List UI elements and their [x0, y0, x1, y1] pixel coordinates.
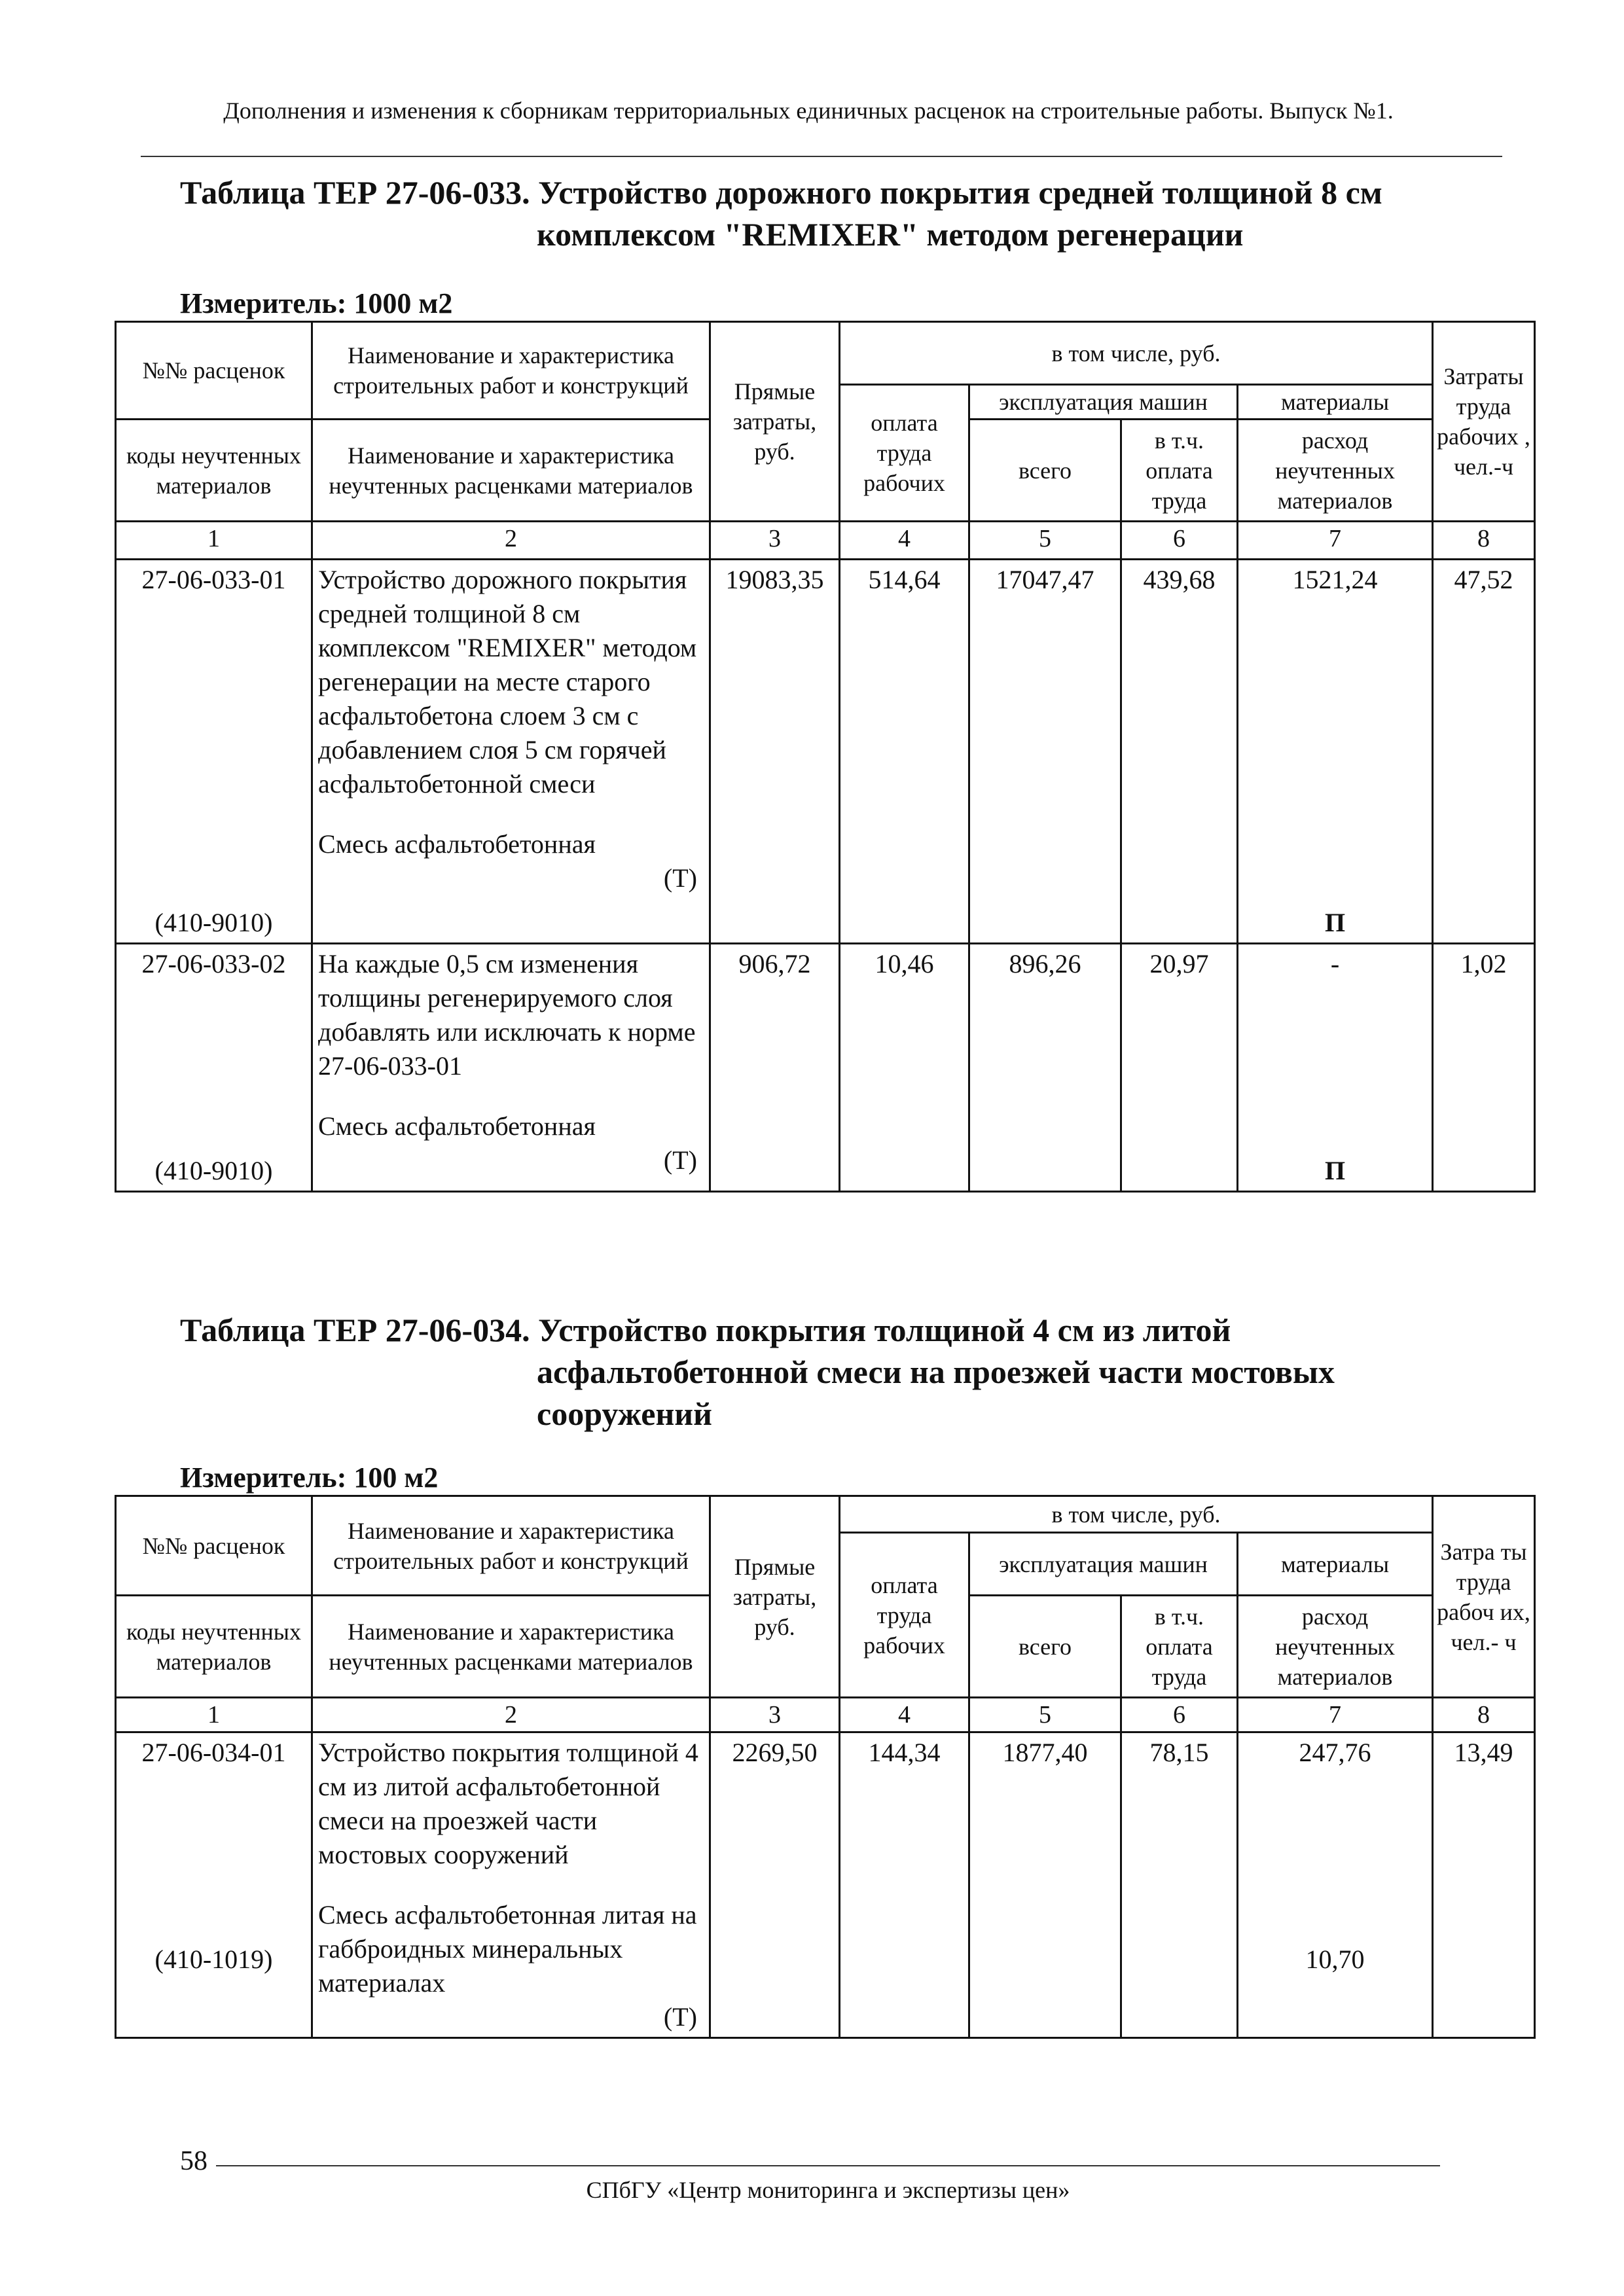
- rate-code: 27-06-034-01: [141, 1738, 286, 1767]
- machines-labor: 78,15: [1121, 1732, 1238, 2038]
- col-labor-pay: оплата труда рабочих: [840, 1533, 969, 1698]
- col-num-5: 5: [969, 1698, 1121, 1732]
- rate-code: 27-06-033-02: [141, 949, 286, 978]
- table1: [115, 321, 1536, 1193]
- work-name: Устройство дорожного покрытия средней толщиной 8 см комплексом "REMIXER" методом регенерации на месте старого асфальтобетона слоем 3 см с добавлением слоя 5 см горячей асфальтобетонной смеси: [318, 565, 697, 798]
- col-num-2: 2: [312, 522, 710, 560]
- col-incl-labor: в т.ч. оплата труда: [1121, 1596, 1238, 1698]
- table-row: [116, 1732, 1535, 2038]
- direct-costs: 2269,50: [710, 1732, 840, 2038]
- machines-labor: 20,97: [1121, 944, 1238, 1192]
- material-name: Смесь асфальтобетонная: [318, 1111, 596, 1141]
- work-name: На каждые 0,5 см изменения толщины регенерируемого слоя добавлять или исключать к норме 27-06-033-01: [318, 949, 696, 1081]
- table2: [115, 1495, 1536, 2039]
- material-unit: (Т): [663, 863, 697, 893]
- material-unit: (Т): [663, 1145, 697, 1175]
- material-code: (410-9010): [154, 908, 273, 937]
- col-num-2: 2: [312, 1698, 710, 1732]
- machines-total: 896,26: [969, 944, 1121, 1192]
- col-rate-no: №№ расценок: [116, 1496, 312, 1596]
- machines-total: 1877,40: [969, 1732, 1121, 2038]
- col-num-8: 8: [1433, 1698, 1535, 1732]
- labor-pay: 10,46: [840, 944, 969, 1192]
- col-num-6: 6: [1121, 1698, 1238, 1732]
- col-work-name: Наименование и характеристика строительных работ и конструкций: [312, 1496, 710, 1596]
- col-labor-costs: Затра ты труда рабоч их, чел.- ч: [1433, 1496, 1535, 1698]
- col-direct-costs: Прямые затраты, руб.: [710, 1496, 840, 1698]
- table2-title-line2: асфальтобетонной смеси на проезжей части мостовых: [537, 1354, 1335, 1390]
- table1-title-line1: Таблица ТЕР 27-06-033. Устройство дорожного покрытия средней толщиной 8 см: [180, 174, 1382, 211]
- rate-code: 27-06-033-01: [141, 565, 286, 594]
- col-total: всего: [969, 420, 1121, 522]
- col-codes-unaccounted: коды неучтенных материалов: [116, 420, 312, 522]
- col-mat-name: Наименование и характеристика неучтенных расценками материалов: [312, 1596, 710, 1698]
- material-unit: (Т): [663, 2002, 697, 2032]
- table-row: [116, 560, 1535, 944]
- col-incl-labor: в т.ч. оплата труда: [1121, 420, 1238, 522]
- col-mat-consumption: расход неучтенных материалов: [1238, 420, 1433, 522]
- table1-title-line2: комплексом "REMIXER" методом регенерации: [537, 216, 1244, 253]
- table2-unit: Измеритель: 100 м2: [180, 1462, 439, 1494]
- col-num-4: 4: [840, 522, 969, 560]
- col-total: всего: [969, 1596, 1121, 1698]
- material-name: Смесь асфальтобетонная литая на габброидных минеральных материалах: [318, 1900, 697, 1998]
- work-name: Устройство покрытия толщиной 4 см из литой асфальтобетонной смеси на проезжей части мостовых сооружений: [318, 1738, 698, 1869]
- col-num-7: 7: [1238, 522, 1433, 560]
- table1-title: [180, 171, 1502, 255]
- col-materials: материалы: [1238, 385, 1433, 420]
- materials-cost: -: [1330, 949, 1340, 978]
- col-direct-costs: Прямые затраты, руб.: [710, 322, 840, 522]
- col-codes-unaccounted: коды неучтенных материалов: [116, 1596, 312, 1698]
- labor-pay: 144,34: [840, 1732, 969, 2038]
- col-machines: эксплуатация машин: [969, 385, 1238, 420]
- footer-organization: СПбГУ «Центр мониторинга и экспертизы цен»: [586, 2177, 1070, 2203]
- table2-title: [180, 1309, 1502, 1435]
- labor-hours: 13,49: [1433, 1732, 1535, 2038]
- material-consumption: П: [1324, 908, 1346, 937]
- material-consumption: 10,70: [1305, 1945, 1365, 1974]
- col-materials: материалы: [1238, 1533, 1433, 1596]
- col-num-3: 3: [710, 1698, 840, 1732]
- material-code: (410-9010): [154, 1156, 273, 1185]
- col-num-3: 3: [710, 522, 840, 560]
- col-num-6: 6: [1121, 522, 1238, 560]
- material-consumption: П: [1324, 1156, 1346, 1185]
- labor-pay: 514,64: [840, 560, 969, 944]
- col-num-8: 8: [1433, 522, 1535, 560]
- footer-rule: [216, 2165, 1440, 2166]
- col-work-name: Наименование и характеристика строительных работ и конструкций: [312, 322, 710, 420]
- col-rate-no: №№ расценок: [116, 322, 312, 420]
- col-num-5: 5: [969, 522, 1121, 560]
- labor-hours: 47,52: [1433, 560, 1535, 944]
- col-incl-rub: в том числе, руб.: [840, 1496, 1433, 1533]
- page-number: 58: [180, 2146, 208, 2176]
- col-mat-consumption: расход неучтенных материалов: [1238, 1596, 1433, 1698]
- col-num-4: 4: [840, 1698, 969, 1732]
- direct-costs: 906,72: [710, 944, 840, 1192]
- col-num-1: 1: [116, 522, 312, 560]
- labor-hours: 1,02: [1433, 944, 1535, 1192]
- col-mat-name: Наименование и характеристика неучтенных расценками материалов: [312, 420, 710, 522]
- table2-title-line1: Таблица ТЕР 27-06-034. Устройство покрытия толщиной 4 см из литой: [180, 1312, 1231, 1348]
- machines-total: 17047,47: [969, 560, 1121, 944]
- header-rule: [141, 156, 1502, 157]
- direct-costs: 19083,35: [710, 560, 840, 944]
- col-machines: эксплуатация машин: [969, 1533, 1238, 1596]
- machines-labor: 439,68: [1121, 560, 1238, 944]
- col-incl-rub: в том числе, руб.: [840, 322, 1433, 385]
- table-row: [116, 944, 1535, 1192]
- material-name: Смесь асфальтобетонная: [318, 829, 596, 859]
- col-num-7: 7: [1238, 1698, 1433, 1732]
- materials-cost: 247,76: [1299, 1738, 1371, 1767]
- table1-unit: Измеритель: 1000 м2: [180, 287, 453, 319]
- material-code: (410-1019): [154, 1945, 273, 1974]
- col-labor-pay: оплата труда рабочих: [840, 385, 969, 522]
- col-num-1: 1: [116, 1698, 312, 1732]
- table2-title-line3: сооружений: [537, 1395, 712, 1432]
- running-header: Дополнения и изменения к сборникам территориальных единичных расценок на строительные работы. Выпуск №1.: [223, 98, 1394, 124]
- materials-cost: 1521,24: [1292, 565, 1378, 594]
- col-labor-costs: Затраты труда рабочих , чел.-ч: [1433, 322, 1535, 522]
